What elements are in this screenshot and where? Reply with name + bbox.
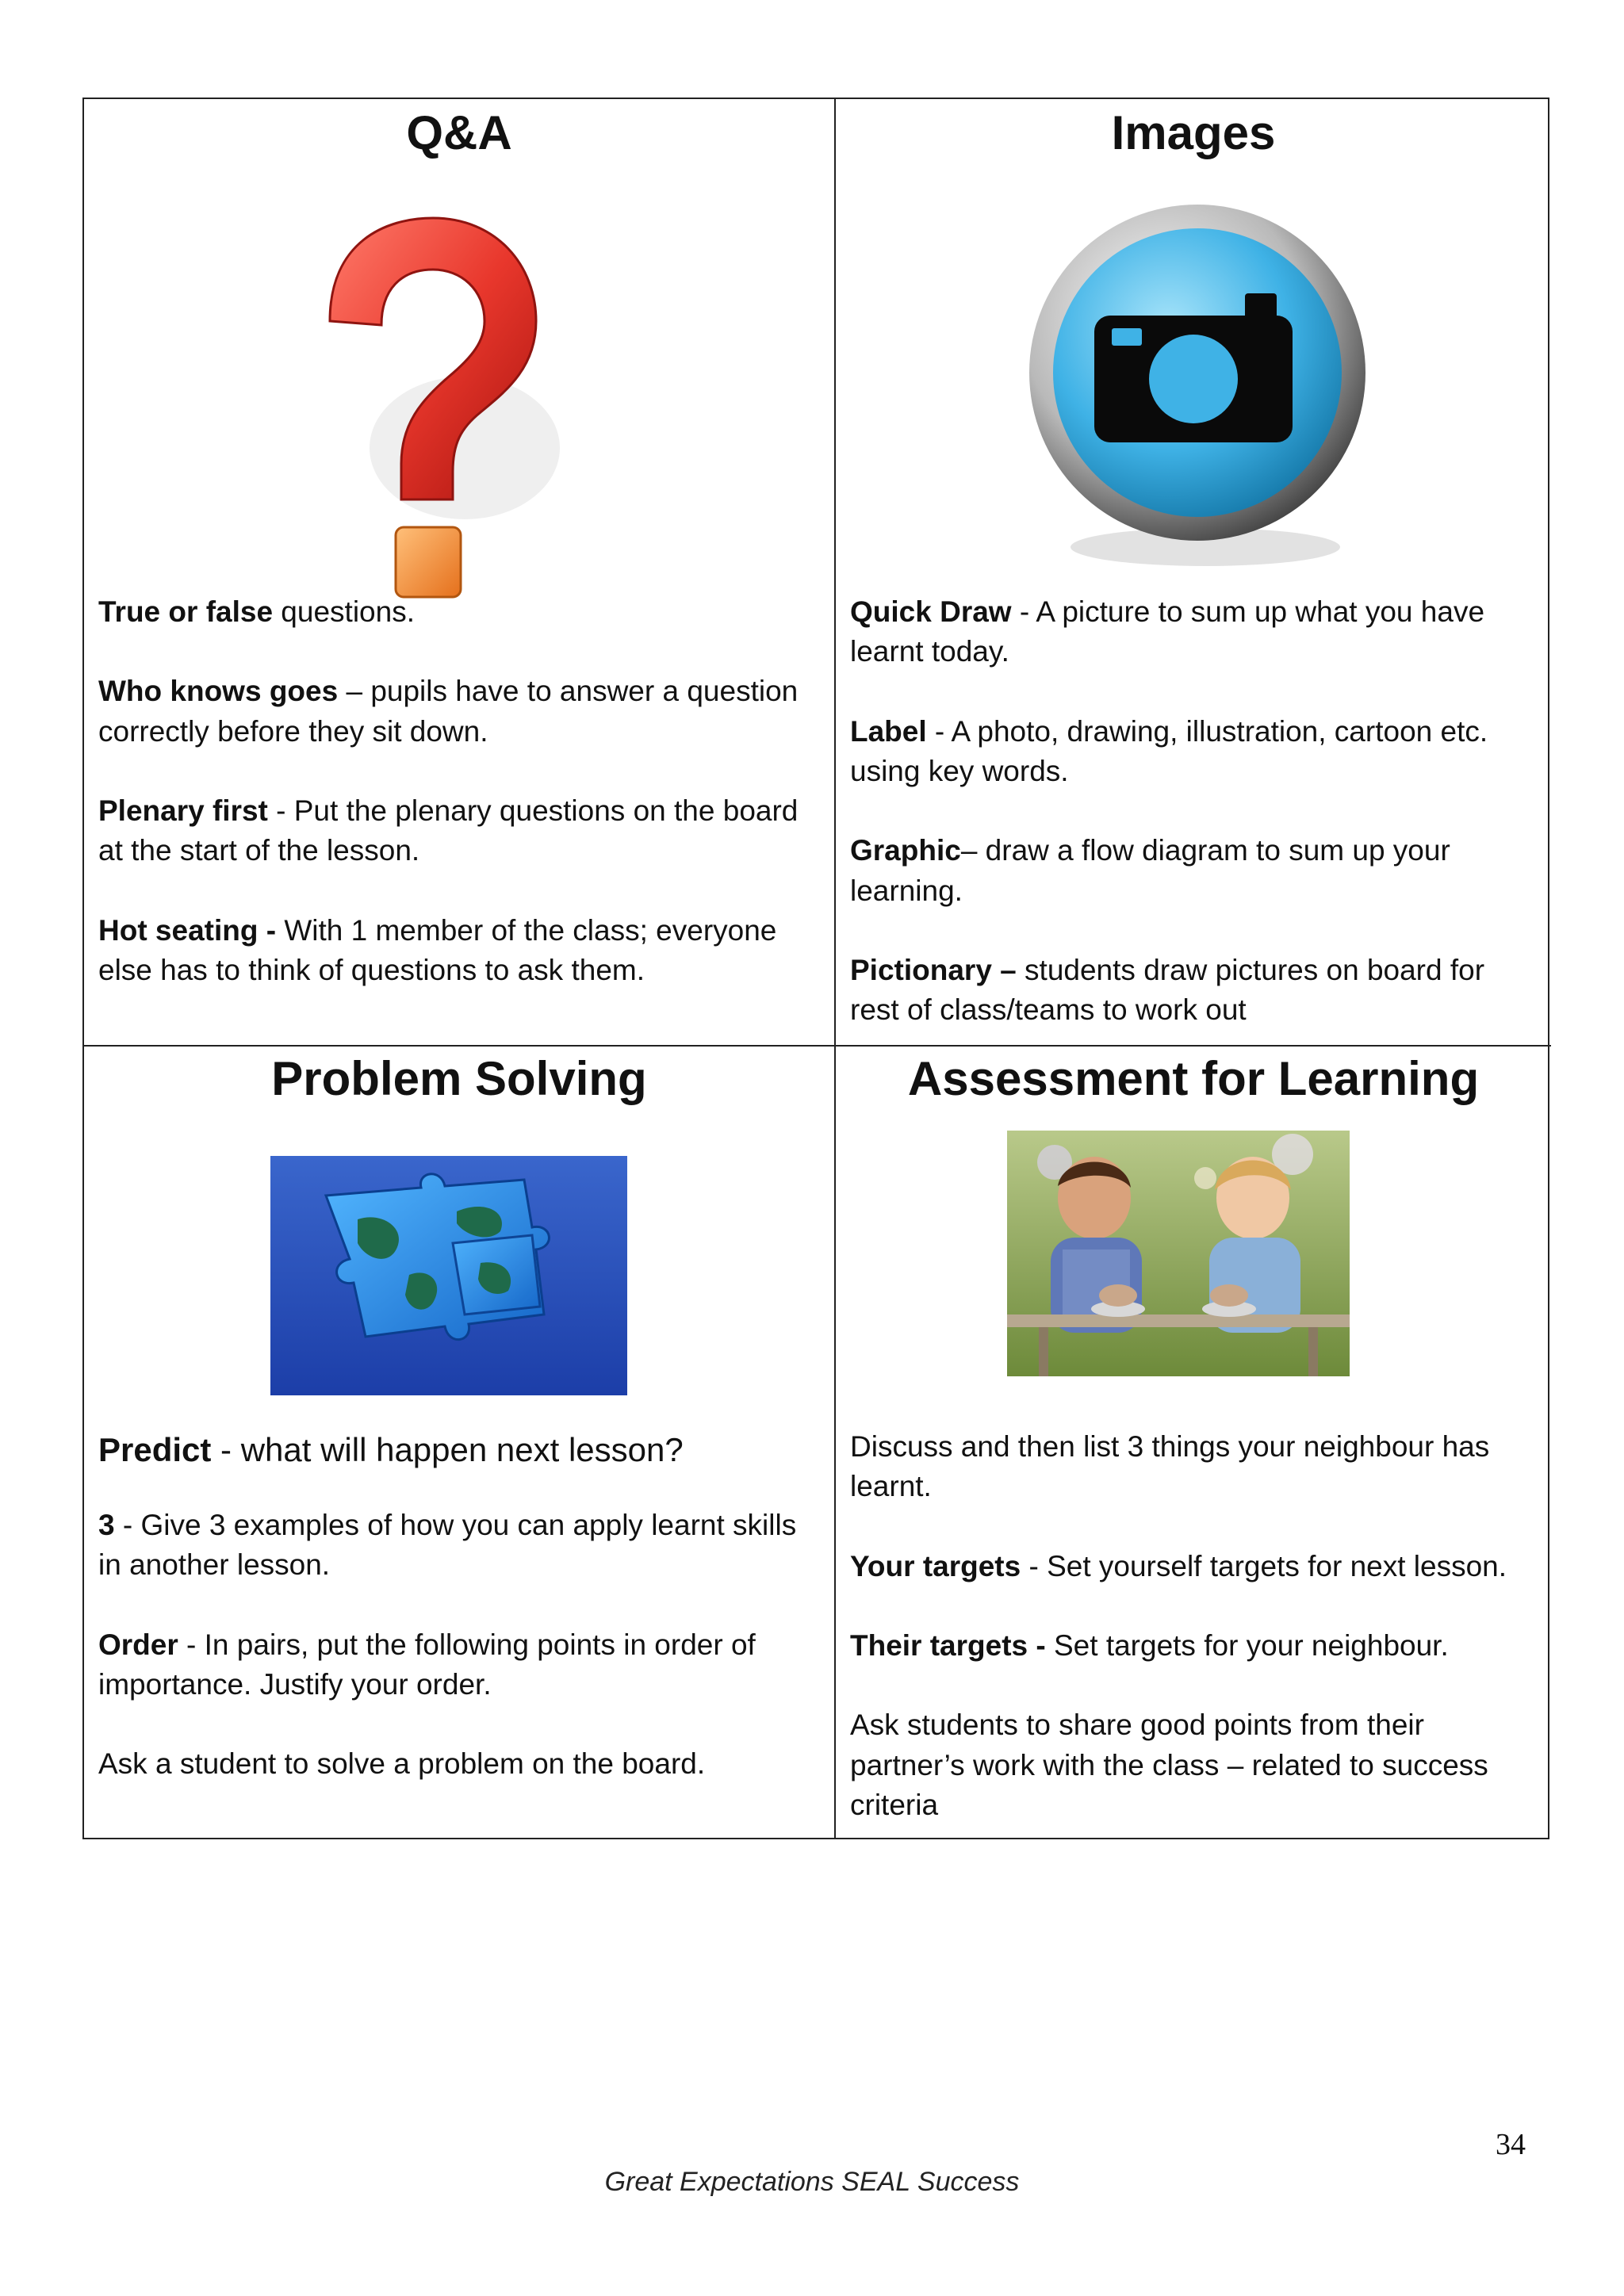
qa-list: [98, 592, 820, 990]
afl-item: Discuss and then list 3 things your neighbour has learnt.: [850, 1430, 1490, 1503]
problem-solving-item: Ask a student to solve a problem on the board.: [98, 1747, 706, 1781]
images-item: Pictionary – students draw pictures on board for rest of class/teams to work out: [850, 953, 1485, 1027]
images-item: Label - A photo, drawing, illustration, cartoon etc. using key words.: [850, 714, 1488, 787]
problem-solving-item: Predict - what will happen next lesson?: [98, 1431, 684, 1468]
qa-item: True or false questions.: [98, 595, 415, 628]
images-item: Graphic– draw a flow diagram to sum up your learning.: [850, 834, 1450, 907]
images-cell: [836, 99, 1551, 1047]
afl-list: [850, 1427, 1537, 1825]
afl-cell: [836, 1047, 1551, 1839]
afl-item: Their targets - Set targets for your neighbour.: [850, 1628, 1449, 1662]
problem-solving-heading: Problem Solving: [271, 1052, 647, 1105]
page-number: 34: [1496, 2128, 1526, 2161]
images-item: Quick Draw - A picture to sum up what you have learnt today.: [850, 595, 1485, 668]
children-photo: [1007, 1131, 1350, 1376]
activity-grid: [82, 98, 1549, 1839]
camera-icon: [1015, 198, 1396, 579]
problem-solving-cell: [84, 1047, 836, 1839]
afl-item: Ask students to share good points from their partner’s work with the class – related to success criteria: [850, 1709, 1488, 1821]
qa-item: Who knows goes – pupils have to answer a question correctly before they sit down.: [98, 675, 799, 748]
question-mark-icon: [282, 210, 584, 654]
footer-title: Great Expectations SEAL Success: [604, 2167, 1020, 2197]
qa-item: Hot seating - With 1 member of the class; everyone else has to think of questions to ask them.: [98, 913, 777, 986]
problem-solving-item: Order - In pairs, put the following points in order of importance. Justify your order.: [98, 1628, 756, 1701]
images-list: [850, 592, 1537, 1031]
qa-heading: Q&A: [406, 106, 512, 159]
afl-item: Your targets - Set yourself targets for next lesson.: [850, 1549, 1507, 1582]
afl-heading: Assessment for Learning: [907, 1052, 1480, 1105]
qa-cell: [84, 99, 836, 1047]
puzzle-globe-icon: [270, 1156, 627, 1395]
images-heading: Images: [1111, 106, 1276, 159]
problem-solving-item: 3 - Give 3 examples of how you can apply learnt skills in another lesson.: [98, 1509, 797, 1582]
problem-solving-list: [98, 1427, 820, 1785]
qa-item: Plenary first - Put the plenary questions on the board at the start of the lesson.: [98, 794, 799, 867]
